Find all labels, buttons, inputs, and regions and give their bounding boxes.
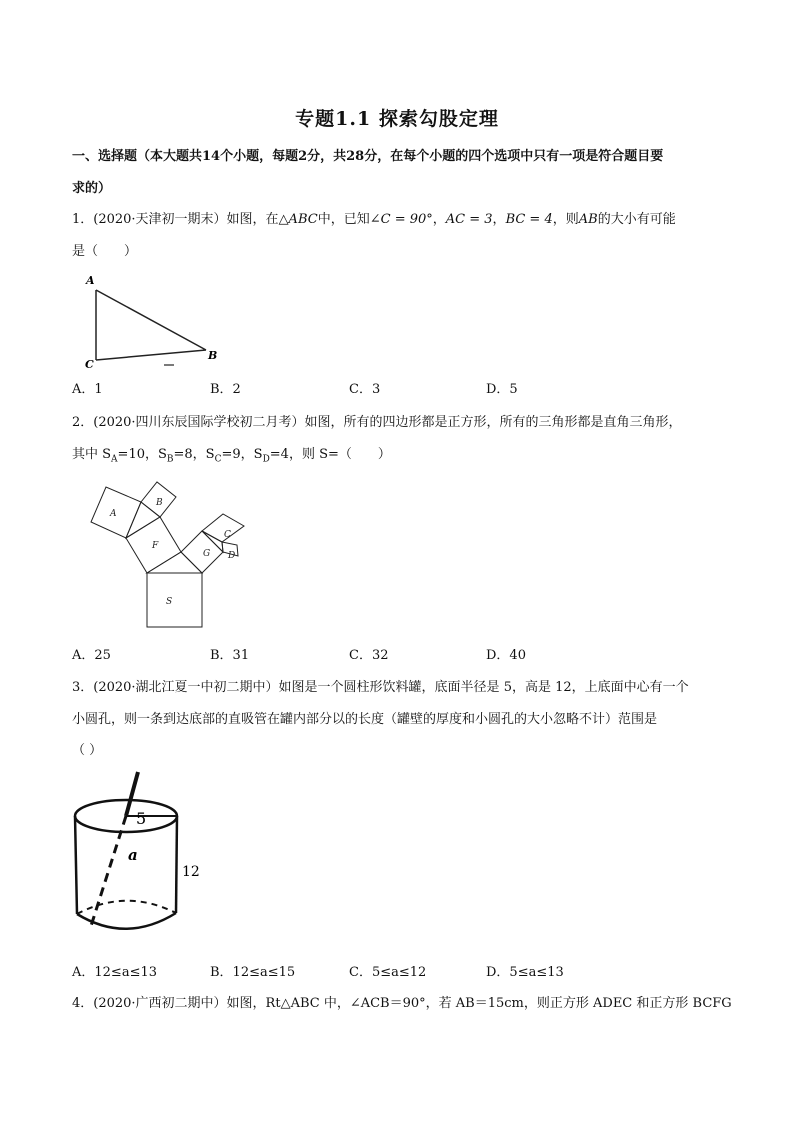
q1-triangle: △ABC — [278, 212, 318, 227]
q2-option-d[interactable]: D．40 — [486, 648, 526, 663]
q2-label-d: D — [228, 551, 236, 561]
q1-triangle-figure — [76, 268, 236, 372]
q2-square-s — [147, 573, 202, 627]
q2-triangle-s — [147, 552, 202, 573]
q1-text-line2: 是（ ） — [72, 244, 138, 259]
q2-label-f: F — [152, 541, 159, 551]
page-title: 专题1.1 探索勾股定理 — [295, 108, 499, 130]
q3-label-height: 12 — [182, 864, 200, 880]
q2-l2-d: =9，S — [221, 447, 263, 462]
q1-label-a: A — [86, 274, 95, 287]
q2-triangle-ab — [126, 502, 160, 538]
q2-text-line1: 2．(2020·四川东辰国际学校初二月考）如图，所有的四边形都是正方形，所有的三角形都是直角三角形， — [72, 415, 682, 430]
q1-text-line1 — [72, 208, 676, 227]
q1-side-ab — [96, 290, 206, 350]
q3-cylinder-left — [75, 816, 77, 914]
q1-option-a[interactable]: A．1 — [72, 382, 103, 397]
q1-side-bc — [96, 350, 206, 360]
q1-post: 的大小有可能 — [597, 212, 676, 227]
q1-option-c[interactable]: C．3 — [349, 382, 381, 397]
q3-label-a: a — [128, 846, 138, 864]
q1-pre: 1．(2020·天津初一期末）如图，在 — [72, 212, 279, 227]
section-heading-line2: 求的） — [72, 181, 112, 196]
q1-label-c: C — [85, 358, 94, 371]
q1-label-b: B — [208, 349, 218, 362]
q2-text-line2 — [72, 443, 391, 465]
q1-bc: BC = 4 — [505, 212, 553, 227]
section-heading-line1: 一、选择题（本大题共14个小题，每题2分，共28分，在每个小题的四个选项中只有一项是符合题目要 — [72, 149, 664, 164]
q1-sep2: ， — [492, 212, 506, 227]
q1-ac: AC = 3 — [445, 212, 493, 227]
q2-label-a: A — [110, 509, 117, 519]
q3-cylinder-right — [176, 816, 177, 913]
q2-option-c[interactable]: C．32 — [349, 648, 389, 663]
q3-option-d[interactable]: D．5≤a≤13 — [486, 965, 564, 980]
q3-option-c[interactable]: C．5≤a≤12 — [349, 965, 427, 980]
q2-l2-a: 其中 S — [72, 447, 112, 462]
q2-sub-a: A — [111, 454, 118, 465]
q3-cylinder-bottom-back — [77, 901, 176, 914]
q2-label-g: G — [203, 549, 211, 559]
q2-l2-c: =8，S — [173, 447, 215, 462]
q3-label-radius: 5 — [136, 809, 147, 828]
q3-cylinder-figure — [72, 768, 212, 948]
q2-sub-b: B — [166, 454, 174, 465]
q2-option-b[interactable]: B．31 — [210, 648, 250, 663]
q2-label-b: B — [156, 498, 163, 508]
q2-l2-e: =4，则 S=（ ） — [269, 447, 391, 462]
q1-option-b[interactable]: B．2 — [210, 382, 241, 397]
q3-option-a[interactable]: A．12≤a≤13 — [72, 965, 158, 980]
q2-sub-d: D — [262, 454, 270, 465]
q2-sub-c: C — [214, 454, 222, 465]
q2-l2-b: =10，S — [117, 447, 167, 462]
q1-angle: ∠C = 90° — [369, 212, 433, 227]
q3-option-b[interactable]: B．12≤a≤15 — [210, 965, 296, 980]
q2-label-s: S — [166, 597, 173, 607]
q3-straw-inside — [91, 816, 126, 926]
q2-square-g — [181, 531, 223, 573]
q4-text-line1: 4．(2020·广西初二期中）如图，Rt△ABC 中，∠ACB＝90°，若 AB＝15cm，则正方形 ADEC 和正方形 BCFG — [72, 996, 732, 1011]
q3-text-line2: 小圆孔，则一条到达底部的直吸管在罐内部分以的长度（罐壁的厚度和小圆孔的大小忽略不计）范围是 — [72, 712, 658, 727]
q3-text-line3: （ ） — [72, 743, 103, 758]
q1-sep3: ，则 — [552, 212, 579, 227]
q1-ab: AB — [578, 212, 598, 227]
q2-option-a[interactable]: A．25 — [72, 648, 111, 663]
q3-text-line1: 3．(2020·湖北江夏一中初二期中）如图是一个圆柱形饮料罐，底面半径是 5，高是 12，上底面中心有一个 — [72, 680, 689, 695]
q1-mid1: 中，已知 — [317, 212, 370, 227]
q1-sep1: ， — [432, 212, 446, 227]
q2-label-c: C — [224, 530, 231, 540]
q1-option-d[interactable]: D．5 — [486, 382, 518, 397]
q2-squares-figure — [80, 470, 260, 632]
